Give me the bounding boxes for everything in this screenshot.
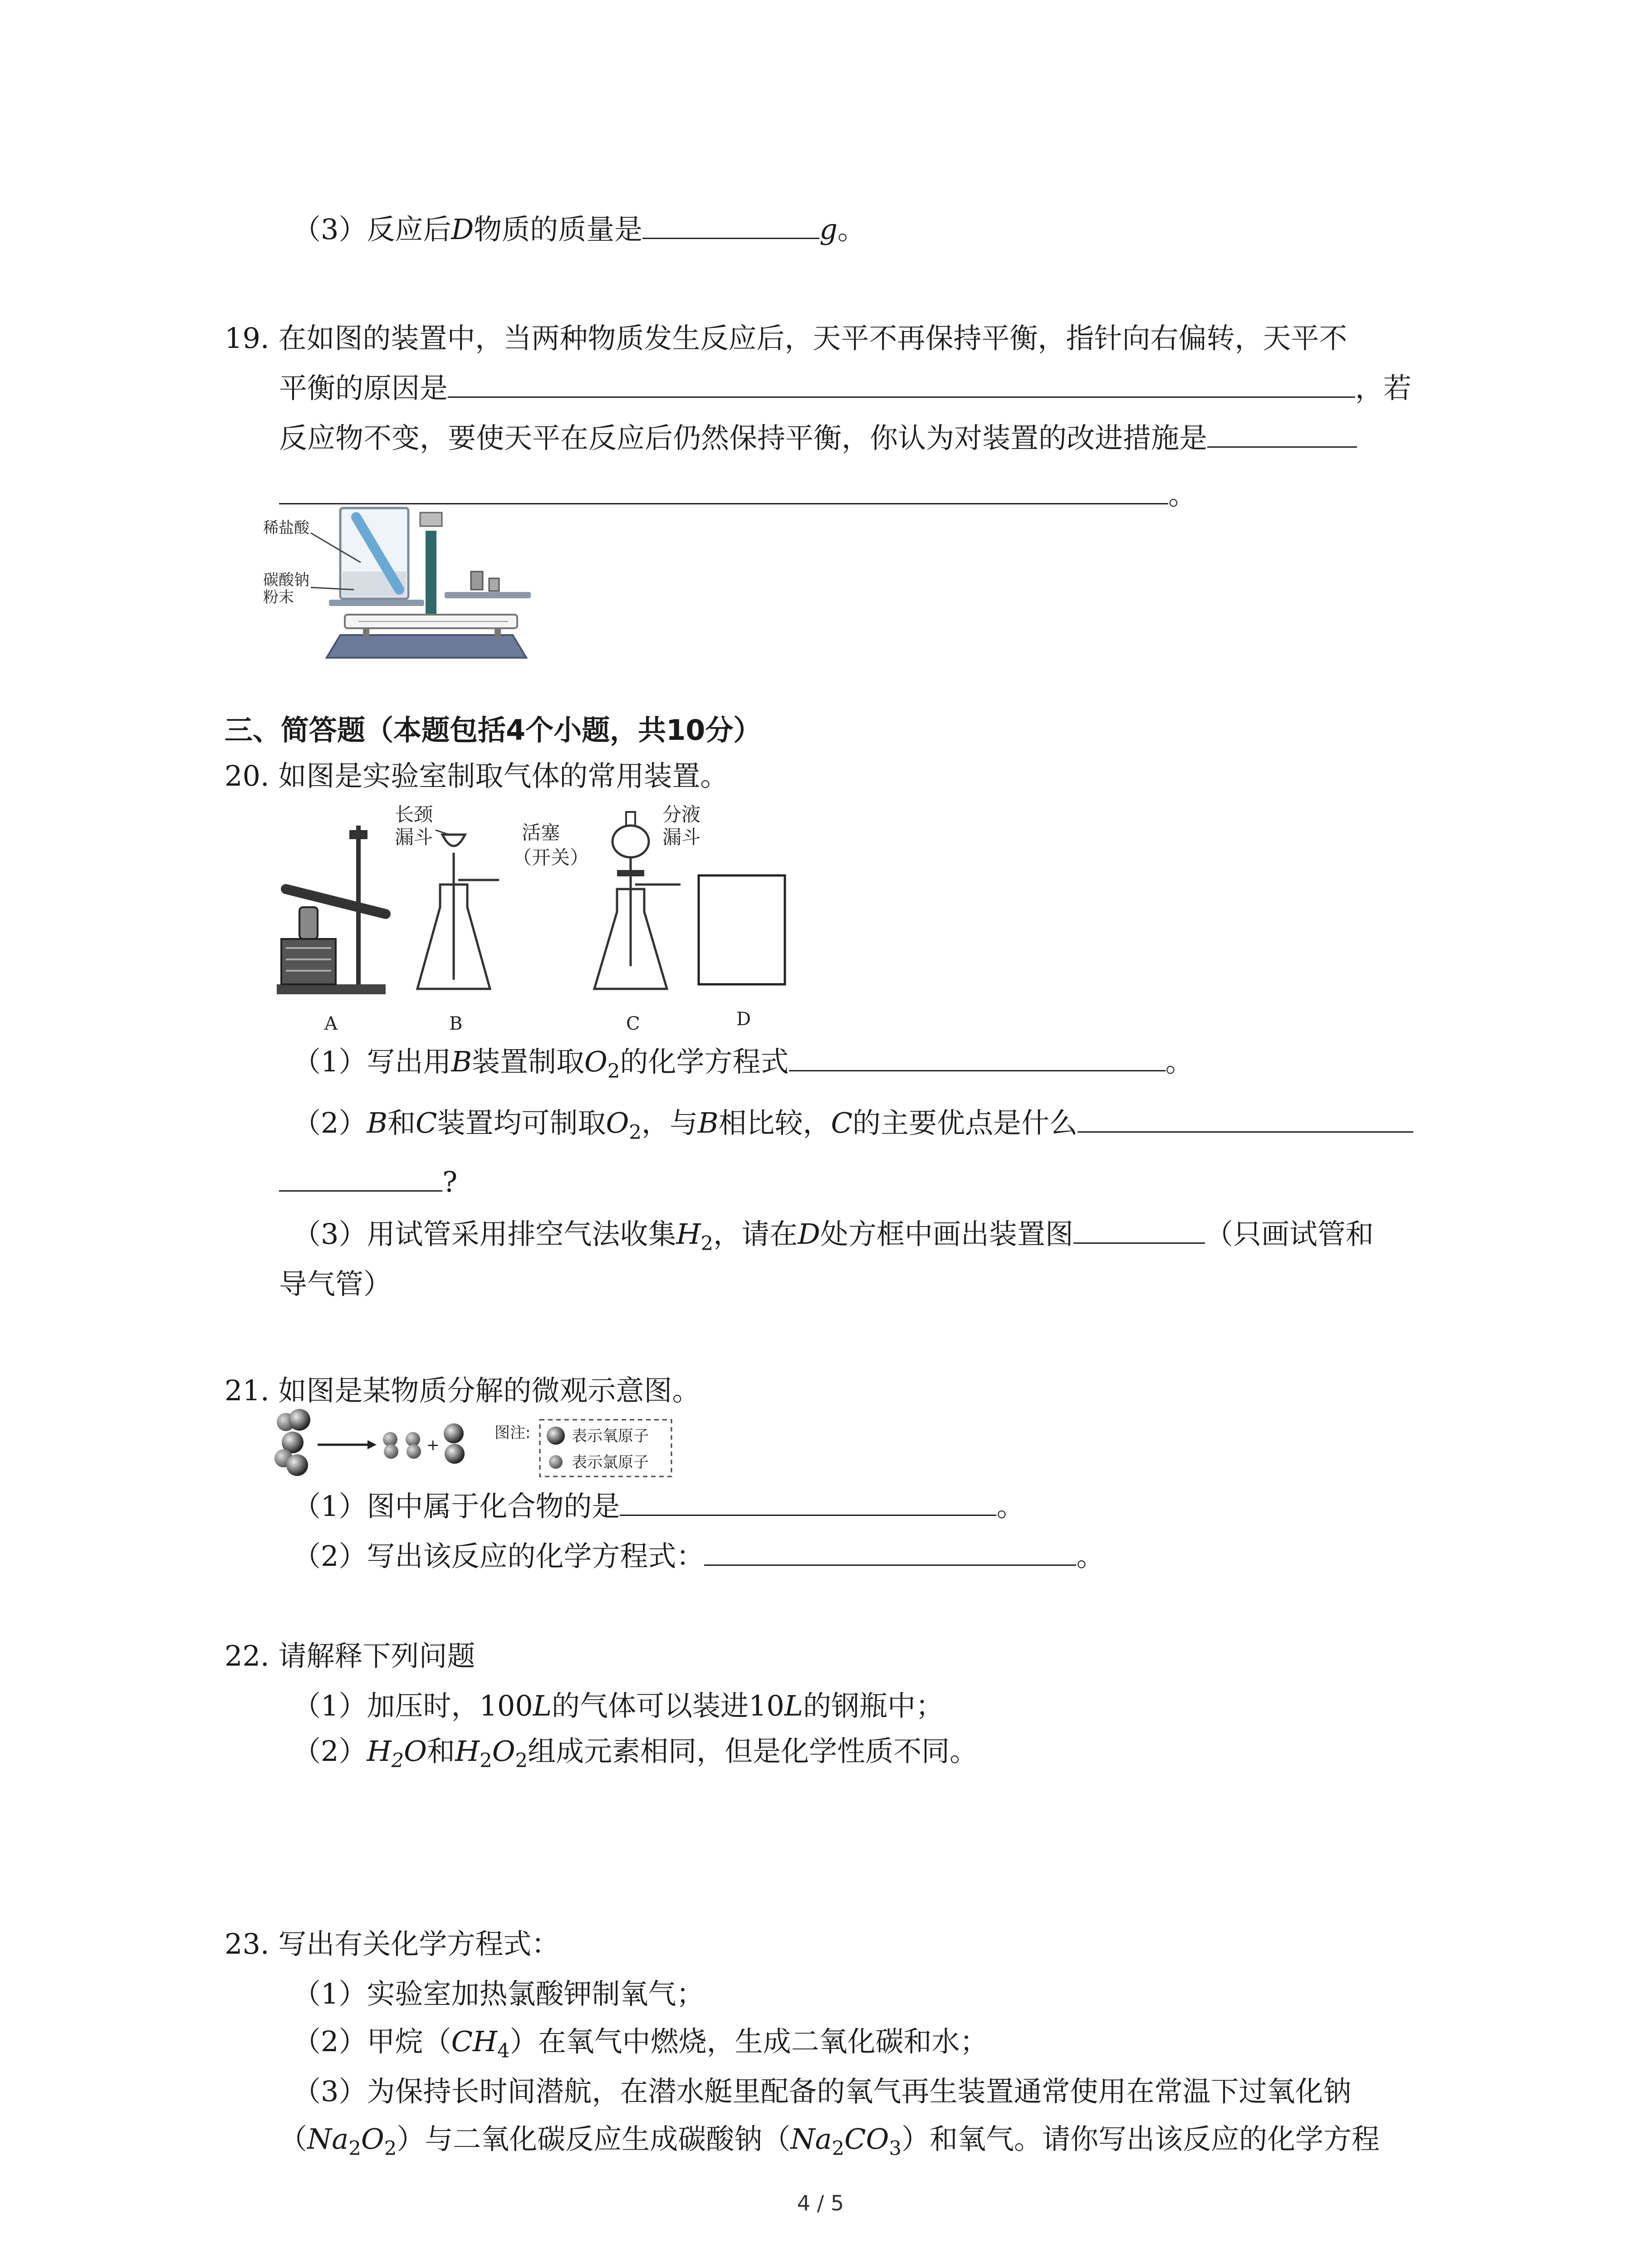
svg-text:表示氧原子: 表示氧原子 <box>572 1427 649 1445</box>
q22-part2: $(2)H_2O$和$H_2O_2$组成元素相同，但是化学性质不同。 <box>293 1735 978 1772</box>
answer-blank[interactable] <box>704 1562 1076 1566</box>
separatory-funnel <box>612 826 649 857</box>
q18-part3: （3）反应后D物质的质量是 g。 <box>293 213 866 246</box>
answer-blank[interactable] <box>620 1512 996 1516</box>
alcohol-lamp <box>299 907 318 939</box>
page-number: 4 / 5 <box>797 2191 844 2215</box>
svg-text:漏斗: 漏斗 <box>395 826 433 848</box>
q20-stem: 20. 如图是实验室制取气体的常用装置。 <box>225 759 729 792</box>
answer-blank[interactable] <box>1078 1129 1413 1133</box>
q22-part1: （1）加压时，100L的气体可以装进10L的钢瓶中； <box>293 1689 944 1722</box>
q20-part2: （2）B和C装置均可制取$O_2$，与B相比较，C的主要优点是什么 <box>293 1109 1413 1146</box>
label-powder: 粉末 <box>263 588 294 606</box>
q20-part1: （1）写出用B装置制取$O_2$的化学方程式 。 <box>293 1045 1194 1083</box>
right-pan <box>445 592 531 598</box>
section-title: 三、简答题（本题包括4个小题，共10分） <box>225 714 762 747</box>
q22-stem: 22. 请解释下列问题 <box>225 1639 475 1672</box>
svg-text:C: C <box>626 1013 640 1034</box>
apparatus-b <box>395 803 499 1034</box>
answer-blank[interactable] <box>279 1188 442 1192</box>
q23-part3-cont: $(Na_2O_2)$与二氧化碳反应生成碳酸钠$(Na_2CO_3)$和氧气。请你写出该反应的化学方程 <box>279 2122 1380 2160</box>
label-sodium-carbonate: 碳酸钠 <box>263 571 309 589</box>
q20-part3: （3）用试管采用排空气法收集$H_2$，请在D处方框中画出装置图 （只画试管和 <box>293 1217 1374 1255</box>
answer-blank[interactable] <box>642 235 819 239</box>
answer-blank[interactable] <box>1073 1240 1205 1244</box>
answer-blank[interactable] <box>448 394 1355 398</box>
svg-text:B: B <box>449 1013 463 1034</box>
left-pan <box>329 600 424 606</box>
apparatus-figure <box>268 803 812 1039</box>
micro-diagram <box>272 1408 681 1481</box>
q19-line1: 19. 在如图的装置中，当两种物质发生反应后，天平不再保持平衡，指针向右偏转，天平不 <box>225 322 1347 355</box>
apparatus-d <box>699 875 785 1030</box>
q20-part2-cont: ? <box>279 1168 457 1196</box>
q19-line4: 。 <box>279 481 1196 509</box>
label-dilute-hcl: 稀盐酸 <box>263 519 309 537</box>
q20-part3-cont: 导气管） <box>279 1267 392 1300</box>
svg-text:表示氯原子: 表示氯原子 <box>572 1453 649 1471</box>
q21-part1: （1）图中属于化合物的是 。 <box>293 1490 1025 1523</box>
q23-stem: 23. 写出有关化学方程式： <box>225 1927 560 1960</box>
balance-base <box>327 635 526 658</box>
q23-part2: （2）甲烷$(CH_4)$在氧气中燃烧，生成二氧化碳和水； <box>293 2025 988 2063</box>
q21-part2: （2）写出该反应的化学方程式： 。 <box>293 1540 1105 1573</box>
svg-text:图注:: 图注: <box>495 1424 531 1442</box>
q21-stem: 21. 如图是某物质分解的微观示意图。 <box>225 1374 700 1407</box>
svg-text:分液: 分液 <box>662 803 701 826</box>
balance-figure <box>254 499 535 662</box>
q23-part1: （1）实验室加热氯酸钾制氧气； <box>293 1977 705 2010</box>
svg-text:D: D <box>736 1009 751 1030</box>
q19-line2: 平衡的原因是 ，若 <box>279 371 1412 405</box>
svg-text:活塞: 活塞 <box>522 821 560 844</box>
q19-line3: 反应物不变，要使天平在反应后仍然保持平衡，你认为对装置的改进措施是 <box>279 424 1357 452</box>
pointer <box>426 531 436 617</box>
answer-blank[interactable] <box>1207 444 1357 448</box>
q23-part3: （3）为保持长时间潜航，在潜水艇里配备的氧气再生装置通常使用在常温下过氧化钠 <box>293 2075 1352 2108</box>
svg-text:（开关）: （开关） <box>513 846 589 869</box>
svg-text:A: A <box>324 1013 338 1034</box>
answer-blank[interactable] <box>789 1067 1166 1071</box>
wood-block <box>281 939 336 984</box>
svg-text:长颈: 长颈 <box>395 803 433 826</box>
svg-text:+: + <box>426 1436 440 1454</box>
apparatus-a <box>277 826 386 1034</box>
drawing-box-d[interactable] <box>699 875 785 984</box>
apparatus-c <box>513 803 700 1034</box>
svg-text:漏斗: 漏斗 <box>662 826 701 848</box>
